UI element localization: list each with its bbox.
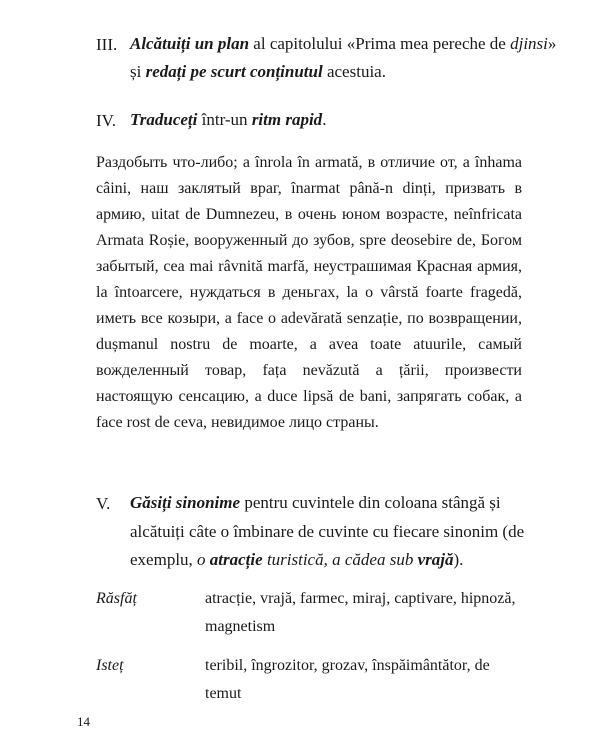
vocab-definition (205, 585, 525, 641)
exercise-4-text-2: . (322, 110, 327, 129)
exercise-3-text-1: al capitolului «Prima mea pereche de (249, 34, 511, 53)
translation-line: армию, uitat de Dumnezeu, в очень юном возрасте, neînfricata (96, 206, 522, 223)
exercise-4-bold-2: ritm rapid (251, 110, 323, 129)
vocab-definition (205, 652, 525, 708)
translation-line: Раздобыть что-либо; a înrola în armată, в отличие от, a înhama (96, 154, 522, 171)
translation-line: иметь все козыри, a face o adevărată senzație, по возвращении, (96, 310, 522, 327)
exercise-5-line-3 (130, 549, 463, 571)
exercise-5-text-3: ). (453, 550, 464, 569)
exercise-5-line-1 (130, 492, 501, 514)
exercise-3-text-2: » (547, 34, 557, 53)
translation-line: câini, наш заклятый враг, înarmat până-n dinți, призвать в (96, 180, 522, 197)
translation-paragraph (96, 150, 522, 436)
exercise-5-italic-1: o (197, 550, 210, 569)
exercise-4-heading (130, 109, 326, 131)
vocab-term: Răsfăț (96, 590, 137, 607)
translation-line: настоящую сенсацию, a duce lipsă de bani, запрягать собак, a (96, 388, 522, 405)
exercise-5-text-2: exemplu, (130, 550, 198, 569)
exercise-3-italic-1: djinsi (510, 34, 548, 53)
exercise-5-text-1: pentru cuvintele din coloana stângă și (240, 493, 501, 512)
exercise-5-bold-2: atracție (209, 550, 263, 569)
exercise-3-line-2 (130, 61, 386, 83)
exercise-3-text-3: și (130, 62, 146, 81)
translation-line: забытый, cea mai râvnită marfă, неустрашимая Красная армия, (96, 258, 522, 275)
exercise-5-line-2: alcătuiți câte o îmbinare de cuvinte cu fiecare sinonim (de (130, 522, 525, 541)
exercise-5-bold-3: vrajă (417, 550, 454, 569)
vocab-definition-line: atracție, vrajă, farmec, miraj, captivare, hipnoză, (205, 590, 516, 607)
exercise-4-number: IV. (96, 111, 116, 130)
exercise-3-line-1 (130, 33, 556, 55)
exercise-5-italic-2: turistică, a cădea sub (262, 550, 418, 569)
exercise-4-text-1: într-un (197, 110, 252, 129)
vocab-definition-line: teribil, îngrozitor, grozav, înspăimântător, de (205, 657, 490, 674)
vocab-definition-line: magnetism (205, 618, 276, 635)
translation-line: Armata Roșie, вооруженный до зубов, spre deosebire de, Богом (96, 232, 522, 249)
exercise-3-number: III. (96, 35, 118, 54)
translation-line: вожделенный товар, fața nevăzută a țării, произвести (96, 362, 522, 379)
vocab-definition-line: temut (205, 685, 242, 702)
translation-line: dușmanul nostru de moarte, a avea toate atuurile, самый (96, 336, 522, 353)
exercise-3-text-4: acestuia. (322, 62, 386, 81)
exercise-5-bold-1: Găsiți sinonime (130, 493, 241, 512)
exercise-3-bold-2: redați pe scurt conținutul (145, 62, 323, 81)
exercise-5-number: V. (96, 494, 111, 513)
exercise-3-bold-1: Alcătuiți un plan (130, 34, 250, 53)
translation-line: la întoarcere, нуждаться в деньгах, la o vârstă foarte fragedă, (96, 284, 522, 301)
exercise-4-bold-1: Traduceți (130, 110, 198, 129)
page-number: 14 (77, 714, 90, 729)
vocab-term: Isteț (96, 657, 124, 674)
translation-line: face rost de ceva, невидимое лицо страны. (96, 414, 379, 431)
